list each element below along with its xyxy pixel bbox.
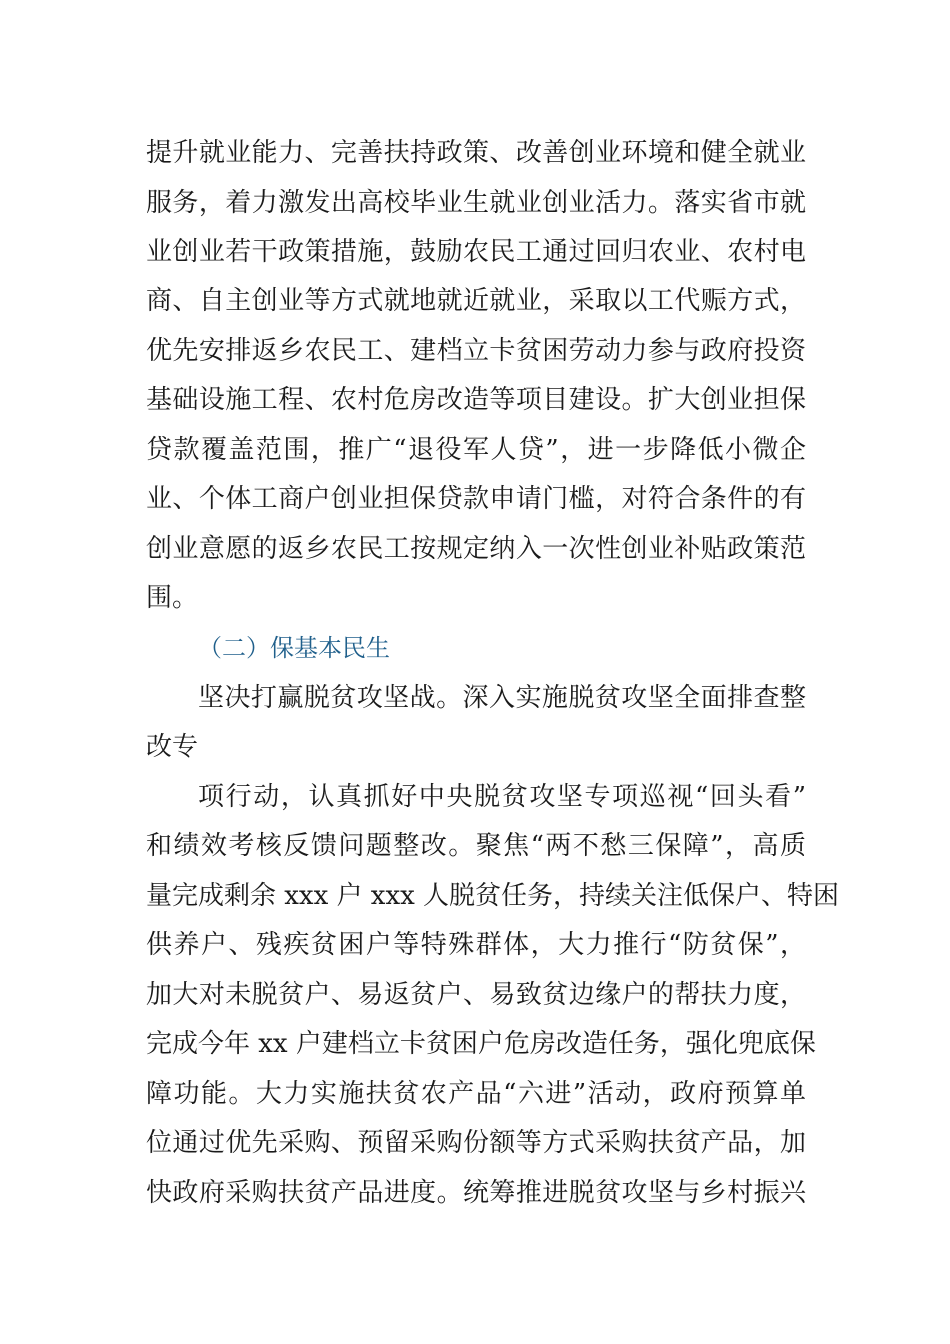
paragraph-line: 量完成剩余 xxx 户 xxx 人脱贫任务，持续关注低保户、特困 — [146, 881, 840, 911]
paragraph-line: 坚决打赢脱贫攻坚战。深入实施脱贫攻坚全面排查整 — [198, 683, 806, 713]
paragraph-line: 服务，着力激发出高校毕业生就业创业活力。落实省市就 — [146, 188, 806, 218]
paragraph-line: 基础设施工程、农村危房改造等项目建设。扩大创业担保 — [146, 385, 806, 415]
paragraph-line: 业、个体工商户创业担保贷款申请门槛，对符合条件的有 — [146, 484, 806, 514]
paragraph-line: 贷款覆盖范围，推广“退役军人贷”，进一步降低小微企 — [146, 435, 806, 465]
paragraph-line: 商、自主创业等方式就地就近就业，采取以工代赈方式， — [146, 286, 806, 316]
section-heading: （二）保基本民生 — [198, 634, 390, 662]
paragraph-line: 障功能。大力实施扶贫农产品“六进”活动，政府预算单 — [146, 1079, 806, 1109]
paragraph-line: 加大对未脱贫户、易返贫户、易致贫边缘户的帮扶力度， — [146, 980, 806, 1010]
paragraph-line: 改专 — [146, 732, 199, 762]
paragraph-line: 和绩效考核反馈问题整改。聚焦“两不愁三保障”，高质 — [146, 831, 806, 861]
paragraph-line: 围。 — [146, 583, 199, 613]
paragraph-line: 创业意愿的返乡农民工按规定纳入一次性创业补贴政策范 — [146, 534, 806, 564]
paragraph-line: 快政府采购扶贫产品进度。统筹推进脱贫攻坚与乡村振兴 — [146, 1178, 806, 1208]
paragraph-line: 位通过优先采购、预留采购份额等方式采购扶贫产品，加 — [146, 1128, 806, 1158]
paragraph-line: 供养户、残疾贫困户等特殊群体，大力推行“防贫保”， — [146, 930, 806, 960]
paragraph-line: 提升就业能力、完善扶持政策、改善创业环境和健全就业 — [146, 138, 806, 168]
paragraph-line: 业创业若干政策措施，鼓励农民工通过回归农业、农村电 — [146, 237, 806, 267]
paragraph-line: 完成今年 xx 户建档立卡贫困户危房改造任务，强化兜底保 — [146, 1029, 816, 1059]
paragraph-line: 项行动，认真抓好中央脱贫攻坚专项巡视“回头看” — [198, 782, 806, 812]
paragraph-line: 优先安排返乡农民工、建档立卡贫困劳动力参与政府投资 — [146, 336, 806, 366]
